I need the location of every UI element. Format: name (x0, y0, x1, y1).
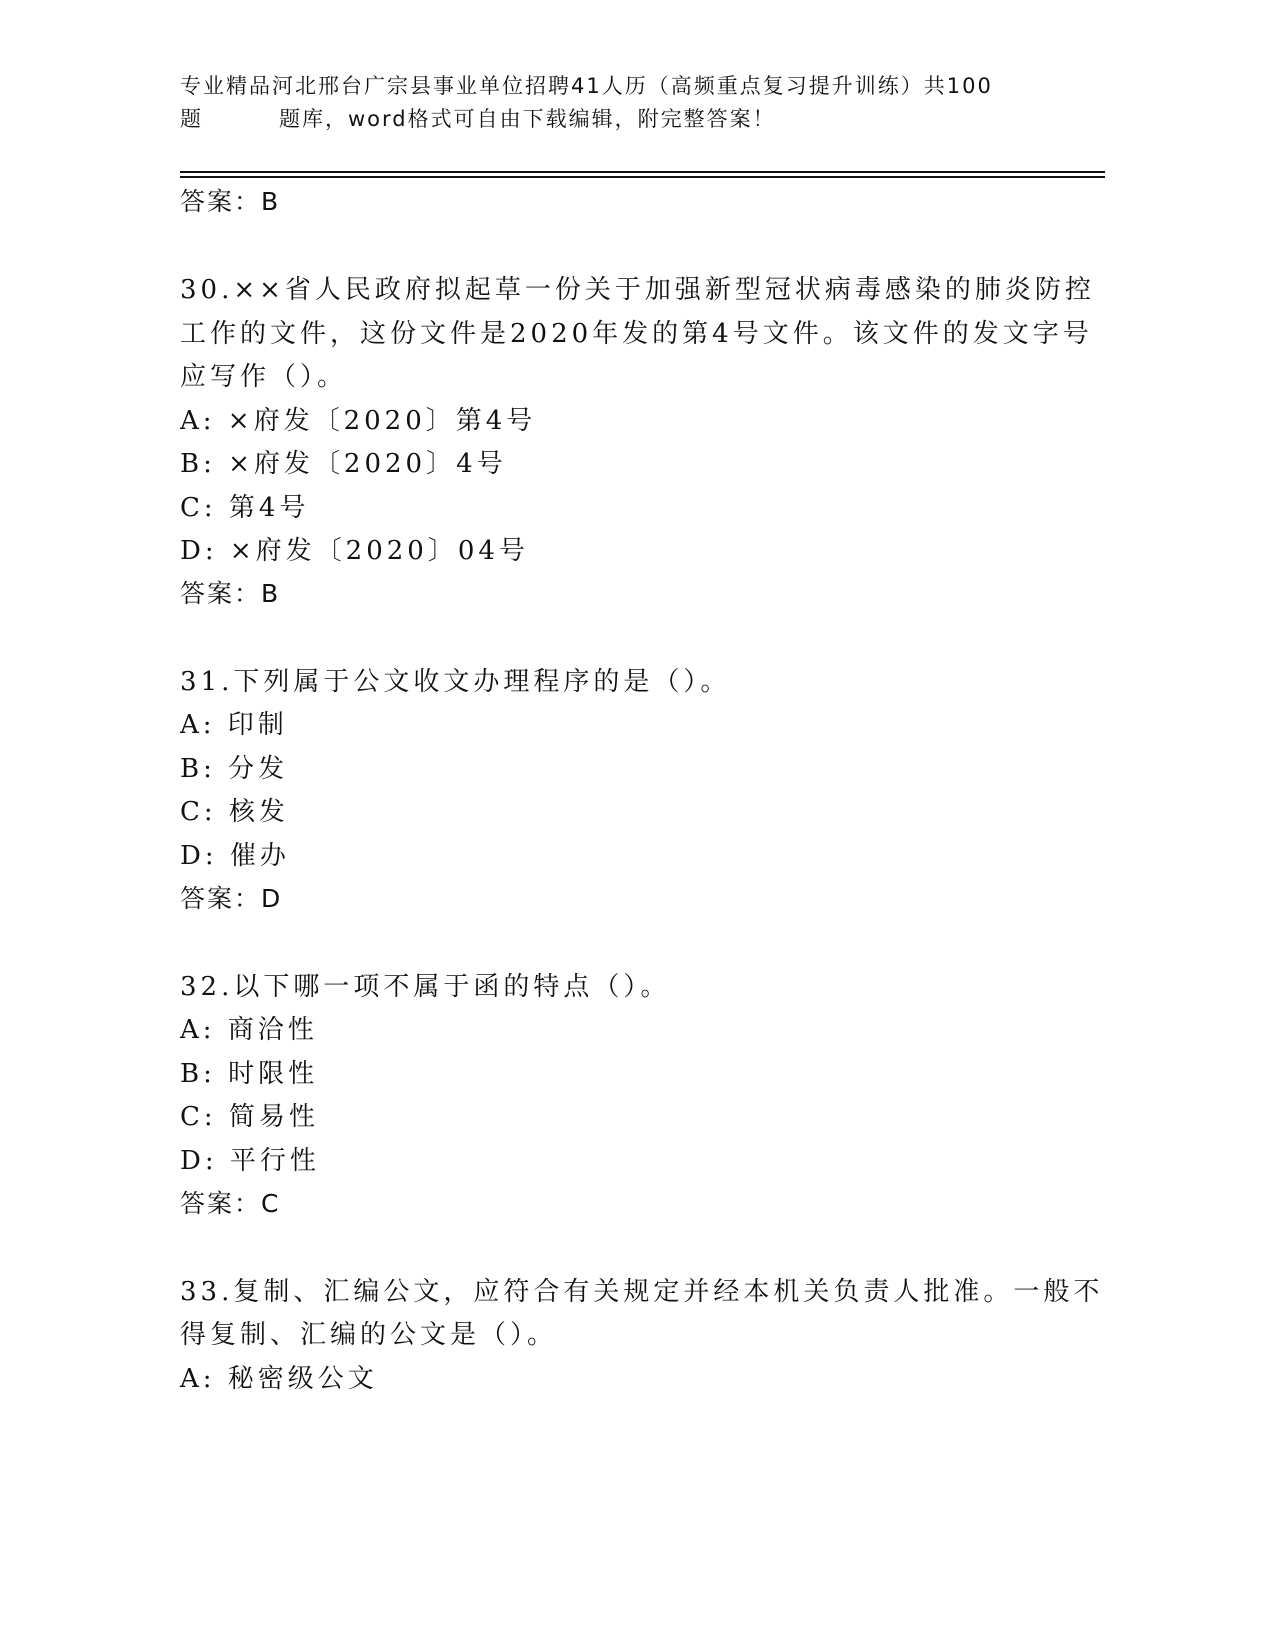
question-31-stem-line-1: 31.下列属于公文收文办理程序的是（）。 (180, 667, 731, 697)
question-32-answer: 答案：C (180, 1189, 281, 1218)
question-30-stem-line-1: 30.××省人民政府拟起草一份关于加强新型冠状病毒感染的肺炎防控 (180, 275, 1095, 305)
question-32-option-a: A: 商洽性 (180, 1015, 318, 1045)
page-header (180, 70, 1060, 136)
question-31-option-d: D: 催办 (180, 841, 290, 871)
question-30-answer: 答案：B (180, 579, 281, 608)
question-31-option-c: C: 核发 (180, 797, 289, 827)
header-title-line-2-rest: 题库，word格式可自由下载编辑，附完整答案！ (279, 107, 776, 131)
question-32-option-b: B: 时限性 (180, 1059, 319, 1089)
question-31-answer: 答案：D (180, 884, 283, 913)
question-30-option-c: C: 第4号 (180, 493, 310, 523)
question-33-stem-line-1: 33.复制、汇编公文，应符合有关规定并经本机关负责人批准。一般不 (180, 1277, 1104, 1307)
header-title-line-1: 专业精品河北邢台广宗县事业单位招聘41人历（高频重点复习提升训练）共100 (180, 74, 993, 98)
header-title-line-2 (180, 103, 1060, 136)
question-33-option-a: A: 秘密级公文 (180, 1364, 378, 1394)
question-31-option-a: A: 印制 (180, 710, 288, 740)
question-30-option-a: A: ×府发〔2020〕第4号 (180, 406, 537, 436)
question-32-option-d: D: 平行性 (180, 1146, 320, 1176)
question-30-option-b: B: ×府发〔2020〕4号 (180, 449, 507, 479)
question-32-option-c: C: 简易性 (180, 1102, 319, 1132)
question-33-stem-line-2: 得复制、汇编的公文是（）。 (180, 1320, 558, 1350)
question-30-option-d: D: ×府发〔2020〕04号 (180, 536, 529, 566)
question-30-stem-line-2: 工作的文件，这份文件是2020年发的第4号文件。该文件的发文字号 (180, 319, 1093, 349)
question-32-stem-line-1: 32.以下哪一项不属于函的特点（）。 (180, 972, 671, 1002)
question-30-stem-line-3: 应写作（）。 (180, 362, 348, 392)
header-divider-top (180, 171, 1105, 173)
header-divider-bottom (180, 176, 1105, 178)
previous-answer: 答案：B (180, 187, 281, 216)
header-title-line-2-start: 题 (180, 107, 203, 131)
question-31-option-b: B: 分发 (180, 754, 289, 784)
